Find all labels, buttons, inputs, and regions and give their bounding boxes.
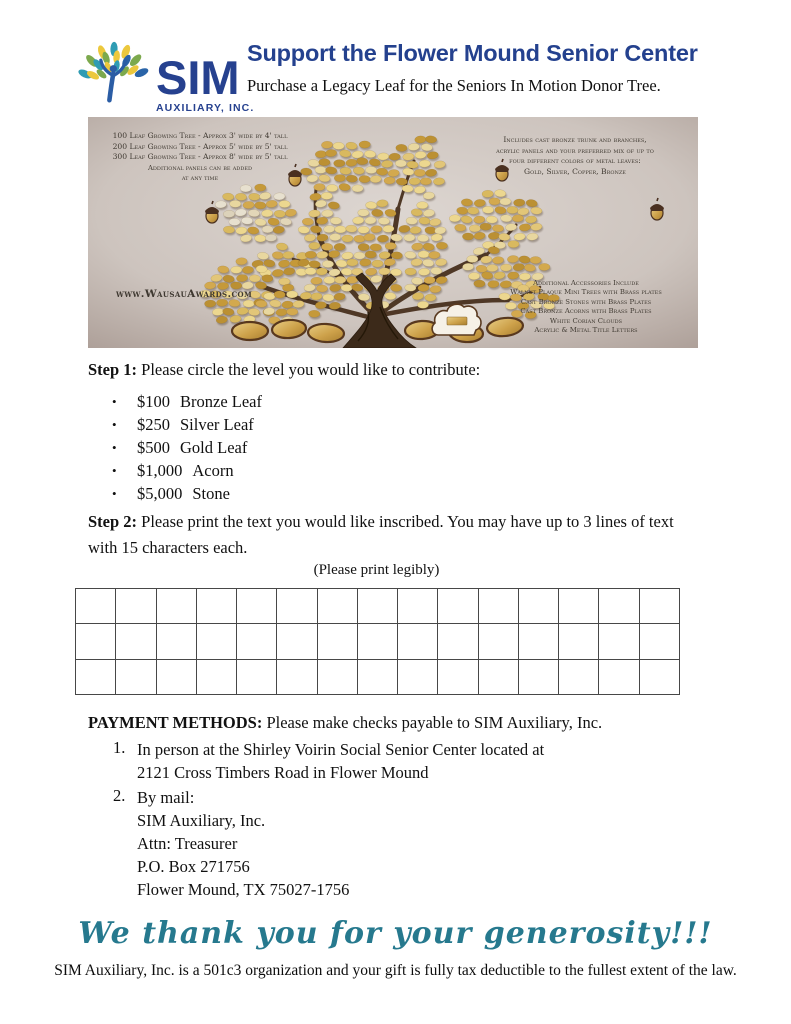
inscription-cell: [116, 589, 155, 623]
bullet-icon: •: [112, 439, 117, 455]
bullet-icon: •: [112, 486, 117, 502]
bullet-icon: •: [112, 463, 117, 479]
list-item: [112, 460, 512, 483]
page-subtitle: Purchase a Legacy Leaf for the Seniors In Motion Donor Tree.: [247, 76, 661, 95]
level-amount: $1,000: [137, 461, 183, 481]
inscription-cell: [318, 624, 357, 658]
inscription-cell: [479, 660, 518, 694]
payment-method-2: [88, 786, 728, 901]
level-name: Silver Leaf: [180, 414, 254, 434]
inscription-cell: [519, 624, 558, 658]
inscription-cell: [398, 624, 437, 658]
inscription-cell: [358, 589, 397, 623]
payment-line: In person at the Shirley Voirin Social Senior Center located at: [137, 740, 545, 759]
payment-method-1: [88, 738, 728, 784]
logo-auxiliary-label: AUXILIARY, INC.: [156, 102, 255, 114]
payment-methods-section: [88, 713, 728, 901]
inscription-cell: [599, 589, 638, 623]
inscription-cell: [197, 589, 236, 623]
sim-auxiliary-logo: [72, 28, 254, 116]
inscription-cell: [559, 624, 598, 658]
inscription-cell: [237, 589, 276, 623]
thank-you-script: We thank you for your generosity!!!: [78, 916, 713, 951]
photo-note-line: Additional panels can be added: [148, 163, 252, 172]
level-amount: $500: [137, 437, 170, 457]
inscription-cell: [519, 589, 558, 623]
logo-text: [156, 51, 255, 114]
inscription-cell: [277, 624, 316, 658]
inscription-cell: [599, 624, 638, 658]
photo-note-line: at any time: [181, 174, 219, 182]
photo-note-line: 100 Leaf Growing Tree - Approx 3' wide by 4' tall: [112, 131, 288, 140]
photo-note-line: White Corian Clouds: [549, 316, 623, 325]
vendor-website-text: www.WausauAwards.com: [116, 288, 253, 300]
photo-note-line: Cast Bronze Stones with Brass Plates: [520, 297, 652, 306]
photo-note-line: four different colors of metal leaves:: [509, 156, 641, 165]
photo-note-accessories: [484, 279, 688, 335]
inscription-cell: [398, 660, 437, 694]
inscription-cell: [197, 660, 236, 694]
inscription-cell: [76, 589, 115, 623]
photo-note-line: 300 Leaf Growing Tree - Approx 8' wide by 5' tall: [112, 152, 288, 161]
inscription-cell: [277, 589, 316, 623]
payment-heading-label: PAYMENT METHODS:: [88, 713, 263, 732]
list-item: [112, 413, 512, 436]
step1-label: Step 1:: [88, 360, 138, 379]
inscription-cell: [640, 660, 679, 694]
inscription-cell: [599, 660, 638, 694]
inscription-cell: [438, 660, 477, 694]
inscription-cell: [358, 660, 397, 694]
level-amount: $5,000: [137, 484, 183, 504]
inscription-cell: [116, 624, 155, 658]
payment-method-lines: [137, 786, 349, 901]
level-name: Bronze Leaf: [180, 391, 262, 411]
level-name: Gold Leaf: [180, 437, 248, 457]
inscription-cell: [197, 624, 236, 658]
inscription-cell: [398, 589, 437, 623]
inscription-cell: [479, 589, 518, 623]
step1-instruction: [88, 360, 718, 380]
list-item: [112, 483, 512, 506]
header: [247, 40, 767, 96]
photo-note-line: Includes cast bronze trunk and branches,: [503, 135, 647, 144]
payment-heading: [88, 713, 728, 733]
inscription-cell: [157, 589, 196, 623]
page-title: Support the Flower Mound Senior Center: [247, 40, 698, 66]
inscription-cell: [640, 624, 679, 658]
photo-note-line: Cast Bronze Acorns with Brass Plates: [520, 307, 652, 316]
step2-label: Step 2:: [88, 512, 138, 531]
inscription-grid: [75, 588, 680, 695]
bullet-icon: •: [112, 393, 117, 409]
list-number: 2.: [113, 786, 126, 805]
bullet-icon: •: [112, 416, 117, 432]
inscription-cell: [438, 589, 477, 623]
payment-line: 2121 Cross Timbers Road in Flower Mound: [137, 763, 429, 782]
list-item: [112, 390, 512, 413]
payment-line: SIM Auxiliary, Inc.: [137, 811, 266, 830]
logo-sim-label: SIM: [156, 51, 240, 104]
contribution-levels-list: [112, 390, 512, 506]
photo-note-line: 200 Leaf Growing Tree - Approx 5' wide by 5' tall: [112, 141, 288, 151]
photo-note-line: Additional Accessories Include: [533, 279, 639, 287]
inscription-cell: [479, 624, 518, 658]
level-name: Stone: [192, 484, 230, 504]
tax-disclaimer: SIM Auxiliary, Inc. is a 501c3 organization and your gift is fully tax deductible to the fullest extent of the law.: [54, 962, 737, 979]
payment-method-lines: [137, 738, 544, 784]
inscription-cell: [358, 624, 397, 658]
level-amount: $100: [137, 391, 170, 411]
inscription-cell: [438, 624, 477, 658]
inscription-cell: [559, 660, 598, 694]
payment-line: P.O. Box 271756: [137, 857, 250, 876]
inscription-cell: [157, 624, 196, 658]
step2-instruction: [88, 509, 706, 561]
photo-note-line: Gold, Silver, Copper, Bronze: [524, 166, 626, 176]
step2-text: Please print the text you would like inscribed. You may have up to 3 lines of text with 15 characters each.: [88, 512, 674, 557]
payment-line: Flower Mound, TX 75027-1756: [137, 880, 350, 899]
inscription-cell: [76, 660, 115, 694]
list-number: 1.: [113, 738, 126, 757]
inscription-cell: [116, 660, 155, 694]
photo-note-materials: [466, 135, 684, 177]
donor-tree-photo: [88, 117, 698, 348]
step1-text: Please circle the level you would like to contribute:: [141, 360, 481, 379]
inscription-cell: [519, 660, 558, 694]
photo-note-sizes: [96, 131, 304, 184]
tree-person-logo-icon: [72, 28, 154, 116]
photo-note-line: acrylic panels and your preferred mix of up to: [496, 145, 654, 155]
photo-note-line: Acrylic & Metal Title Letters: [534, 326, 638, 335]
photo-note-line: Walnut Plaque Mini Trees with Brass plates: [510, 288, 662, 297]
payment-line: Attn: Treasurer: [137, 834, 238, 853]
payment-heading-text: Please make checks payable to SIM Auxiliary, Inc.: [266, 713, 603, 732]
list-item: [112, 436, 512, 459]
level-name: Acorn: [192, 461, 234, 481]
print-legibly-note: (Please print legibly): [313, 562, 440, 578]
inscription-cell: [277, 660, 316, 694]
inscription-cell: [318, 660, 357, 694]
inscription-cell: [76, 624, 115, 658]
inscription-cell: [318, 589, 357, 623]
inscription-cell: [237, 624, 276, 658]
inscription-cell: [640, 589, 679, 623]
payment-line: By mail:: [137, 788, 195, 807]
inscription-cell: [237, 660, 276, 694]
inscription-cell: [157, 660, 196, 694]
inscription-cell: [559, 589, 598, 623]
level-amount: $250: [137, 414, 170, 434]
